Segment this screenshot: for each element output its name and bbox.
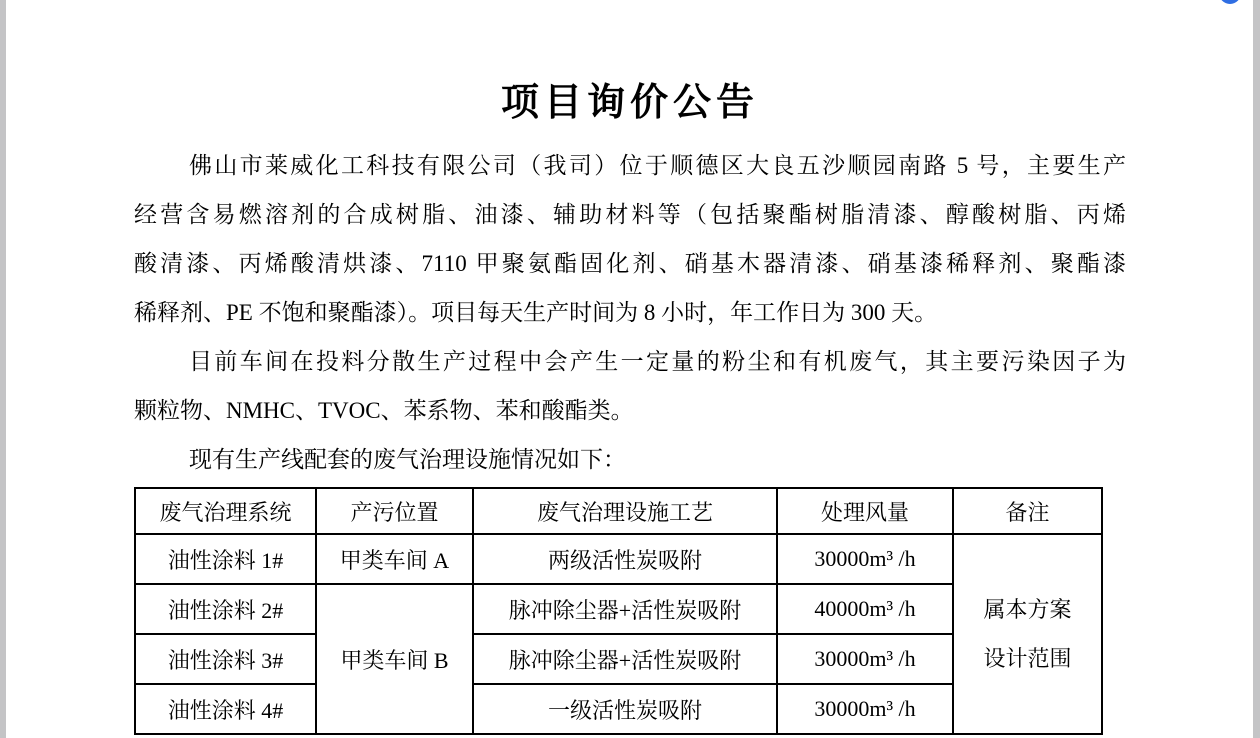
table-header-row xyxy=(135,488,1102,534)
header-cell-system: 废气治理系统 xyxy=(135,488,316,534)
cell-airflow: 40000m³ /h xyxy=(777,584,953,634)
cell-system: 油性涂料 3# xyxy=(135,634,316,684)
header-cell-process: 废气治理设施工艺 xyxy=(473,488,777,534)
paragraph-line: 现有生产线配套的废气治理设施情况如下： xyxy=(189,447,626,472)
cell-location: 甲类车间 A xyxy=(316,534,473,584)
paragraph-line: 颗粒物、NMHC、TVOC、苯系物、苯和酸酯类。 xyxy=(134,398,634,423)
cell-location-merged: 甲类车间 B xyxy=(316,584,473,734)
cell-airflow: 30000m³ /h xyxy=(777,634,953,684)
cell-system: 油性涂料 2# xyxy=(135,584,316,634)
document-body xyxy=(134,0,1126,735)
floating-scroll-button[interactable] xyxy=(1219,0,1241,4)
document-page xyxy=(6,0,1253,738)
header-cell-location: 产污位置 xyxy=(316,488,473,534)
document-content xyxy=(134,141,1126,735)
paragraph-line: 经营含易燃溶剂的合成树脂、油漆、辅助材料等（包括聚酯树脂清漆、醇酸树脂、丙烯 xyxy=(134,202,1126,227)
paragraph-company-intro xyxy=(134,141,1126,337)
wastegas-table xyxy=(134,487,1103,735)
remark-line: 设计范围 xyxy=(983,646,1072,671)
cell-airflow: 30000m³ /h xyxy=(777,534,953,584)
cell-process: 两级活性炭吸附 xyxy=(473,534,777,584)
paragraph-pollutants xyxy=(134,337,1126,435)
cell-process: 一级活性炭吸附 xyxy=(473,684,777,734)
header-cell-remark: 备注 xyxy=(953,488,1102,534)
cell-remark-merged xyxy=(953,534,1102,734)
remark-line: 属本方案 xyxy=(983,597,1072,622)
cell-system: 油性涂料 4# xyxy=(135,684,316,734)
paragraph-line: 酸清漆、丙烯酸清烘漆、7110 甲聚氨酯固化剂、硝基木器清漆、硝基漆稀释剂、聚酯漆 xyxy=(134,251,1126,276)
wastegas-table-wrapper xyxy=(134,487,1126,735)
cell-process: 脉冲除尘器+活性炭吸附 xyxy=(473,584,777,634)
paragraph-table-lead-in xyxy=(134,435,1126,484)
paragraph-line: 佛山市莱威化工科技有限公司（我司）位于顺德区大良五沙顺园南路 5 号，主要生产 xyxy=(189,153,1126,178)
table-row xyxy=(135,534,1102,584)
cell-airflow: 30000m³ /h xyxy=(777,684,953,734)
document-title: 项目询价公告 xyxy=(500,82,759,124)
cell-system: 油性涂料 1# xyxy=(135,534,316,584)
cell-process: 脉冲除尘器+活性炭吸附 xyxy=(473,634,777,684)
paragraph-line: 目前车间在投料分散生产过程中会产生一定量的粉尘和有机废气，其主要污染因子为 xyxy=(189,349,1126,374)
header-cell-airflow: 处理风量 xyxy=(777,488,953,534)
paragraph-line: 稀释剂、PE 不饱和聚酯漆）。项目每天生产时间为 8 小时，年工作日为 300 天。 xyxy=(134,300,938,325)
